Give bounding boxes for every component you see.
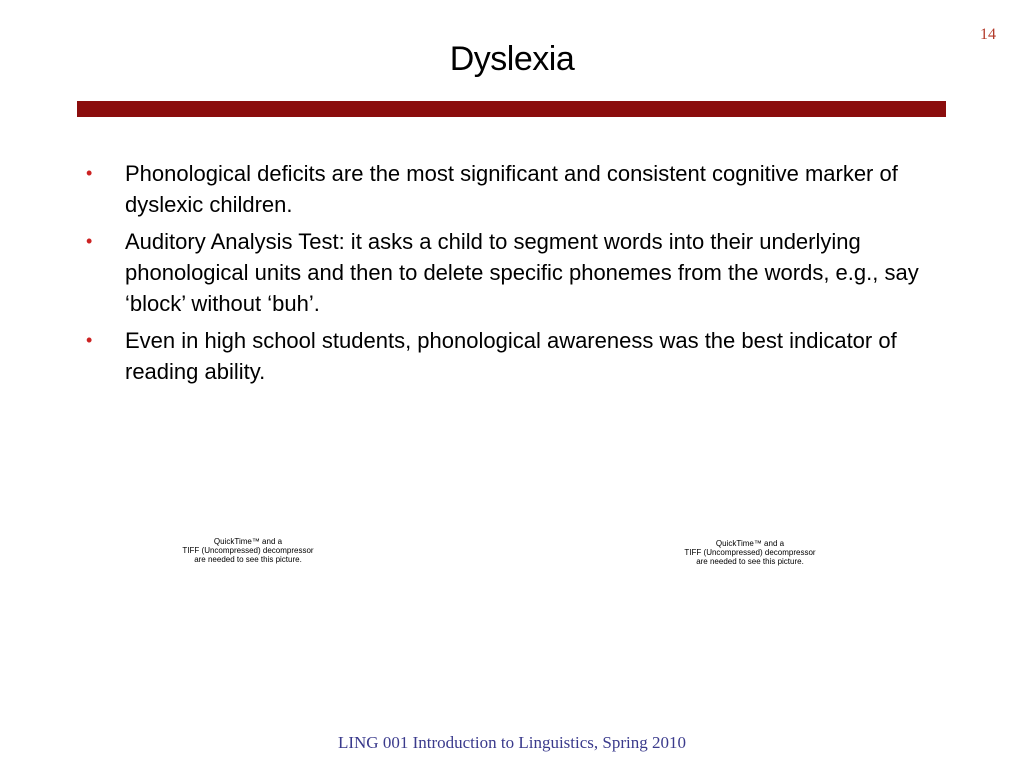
slide-footer: LING 001 Introduction to Linguistics, Spring 2010 — [337, 733, 686, 752]
bullet-text: Auditory Analysis Test: it asks a child to segment words into their underlying phonological units and then to delete specific phonemes from the words, e.g., say ‘block’ without ‘buh’. — [125, 229, 919, 316]
slide-title: Dyslexia — [449, 40, 575, 78]
bullet-text: Even in high school students, phonological awareness was the best indicator of reading ability. — [125, 328, 897, 384]
placeholder-line: are needed to see this picture. — [194, 555, 302, 564]
bullet-marker: • — [86, 330, 93, 350]
image-placeholder — [168, 537, 328, 564]
placeholder-line: QuickTime™ and a — [715, 539, 785, 548]
placeholder-line: QuickTime™ and a — [213, 537, 283, 546]
bullet-marker: • — [86, 231, 93, 251]
bullet-list — [86, 158, 926, 393]
title-rule — [77, 101, 946, 117]
bullet-marker: • — [86, 163, 93, 183]
bullet-item — [86, 325, 926, 387]
bullet-item — [86, 226, 926, 319]
page-number: 14 — [980, 26, 996, 43]
placeholder-line: TIFF (Uncompressed) decompressor — [182, 546, 314, 555]
placeholder-line: TIFF (Uncompressed) decompressor — [684, 548, 816, 557]
placeholder-line: are needed to see this picture. — [696, 557, 804, 566]
image-placeholder — [670, 539, 830, 566]
bullet-item — [86, 158, 926, 220]
bullet-text: Phonological deficits are the most significant and consistent cognitive marker of dyslexic children. — [125, 161, 898, 217]
